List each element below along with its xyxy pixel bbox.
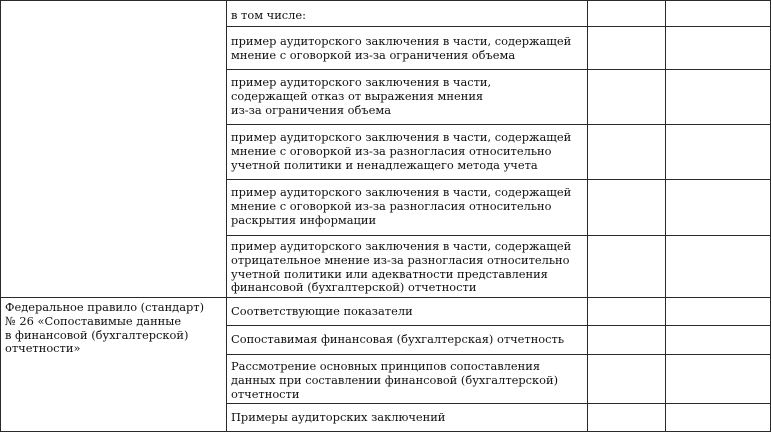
empty-cell-1 — [588, 125, 666, 180]
empty-cell-2 — [666, 404, 771, 432]
empty-cell-1 — [588, 27, 666, 70]
empty-cell-2 — [666, 27, 771, 70]
content-cell — [227, 180, 588, 236]
content-cell — [227, 298, 588, 326]
row-text: пример аудиторского заключения в части, содержащей мнение с оговоркой из-за разногласия относительно раскрытия информации — [231, 185, 572, 227]
row-text: Сопоставимая финансовая (бухгалтерская) отчетность — [231, 332, 565, 346]
table-row — [1, 298, 771, 326]
content-cell — [227, 326, 588, 355]
empty-cell-1 — [588, 180, 666, 236]
empty-cell-2 — [666, 180, 771, 236]
row-text: Рассмотрение основных принципов сопоставления данных при составлении финансовой (бухгалтерской) отчетности — [231, 359, 559, 401]
empty-cell-2 — [666, 326, 771, 355]
content-cell — [227, 355, 588, 404]
empty-cell-2 — [666, 1, 771, 27]
content-cell — [227, 404, 588, 432]
standard-title: Федеральное правило (стандарт) № 26 «Сопоставимые данные в финансовой (бухгалтерской) отчетности» — [5, 300, 205, 356]
empty-cell-1 — [588, 298, 666, 326]
empty-cell-1 — [588, 355, 666, 404]
empty-cell-1 — [588, 326, 666, 355]
row-text: пример аудиторского заключения в части, содержащей отказ от выражения мнения из-за ограничения объема — [231, 75, 492, 117]
row-text: в том числе: — [231, 8, 306, 22]
empty-cell-2 — [666, 125, 771, 180]
content-cell — [227, 1, 588, 27]
empty-cell-2 — [666, 70, 771, 125]
table-row — [1, 1, 771, 27]
row-text: пример аудиторского заключения в части, содержащей мнение с оговоркой из-за разногласия относительно учетной политики и ненадлежащего метода учета — [231, 130, 572, 172]
empty-cell-1 — [588, 70, 666, 125]
empty-cell-1 — [588, 1, 666, 27]
content-cell — [227, 27, 588, 70]
row-text: пример аудиторского заключения в части, содержащей отрицательное мнение из-за разногласия относительно учетной политики или адекватности представления финансовой (бухгалтерской) отчетности — [231, 239, 572, 295]
topic-cell-2 — [1, 298, 227, 432]
row-text: Соответствующие показатели — [231, 304, 413, 318]
content-cell — [227, 70, 588, 125]
row-text: Примеры аудиторских заключений — [231, 410, 446, 424]
topic-cell-1 — [1, 1, 227, 298]
empty-cell-2 — [666, 298, 771, 326]
content-cell — [227, 236, 588, 298]
empty-cell-2 — [666, 236, 771, 298]
empty-cell-1 — [588, 404, 666, 432]
content-cell — [227, 125, 588, 180]
empty-cell-2 — [666, 355, 771, 404]
empty-cell-1 — [588, 236, 666, 298]
row-text: пример аудиторского заключения в части, содержащей мнение с оговоркой из-за ограничения объема — [231, 34, 572, 62]
